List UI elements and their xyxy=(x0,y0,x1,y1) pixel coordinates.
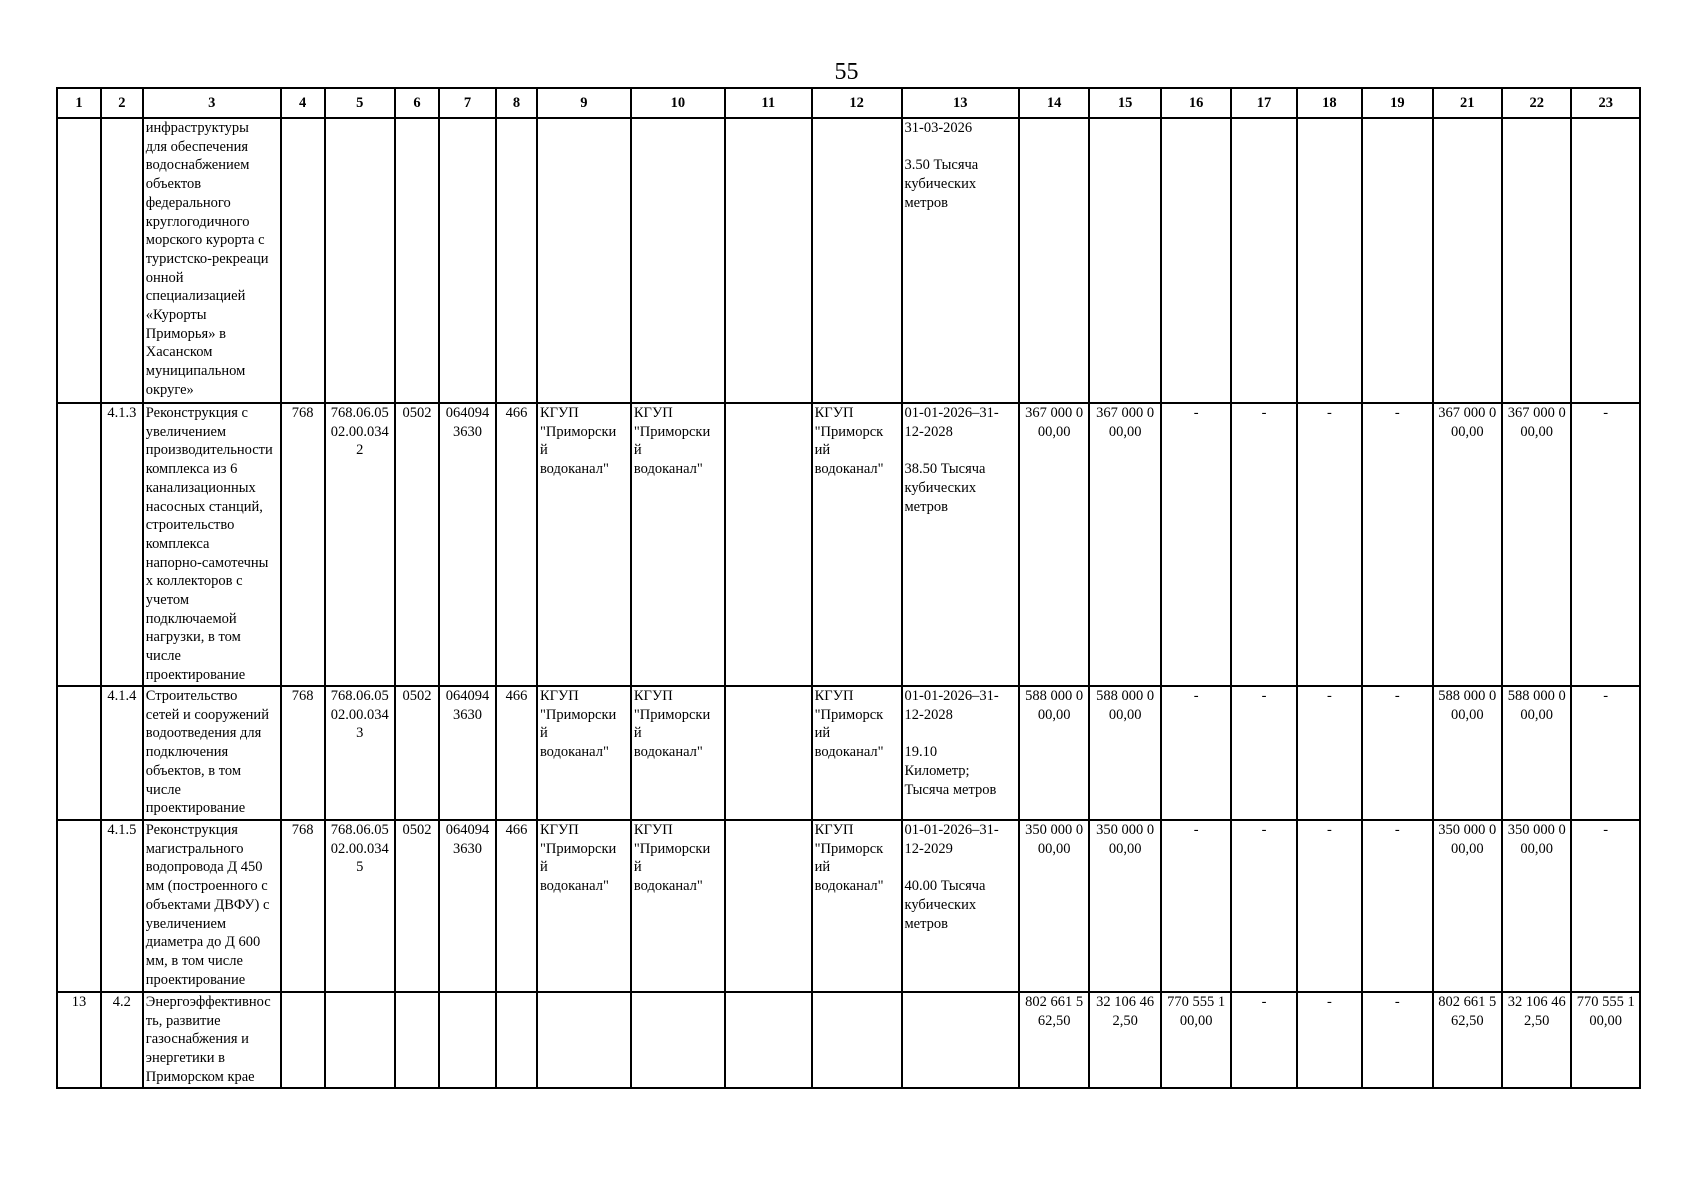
cell-col18: - xyxy=(1297,403,1362,686)
cell-item-code: 4.1.3 xyxy=(101,403,143,686)
cell-col8: 466 xyxy=(496,820,537,992)
cell-col23: - xyxy=(1571,820,1640,992)
cell-col16 xyxy=(1161,118,1231,403)
cell-col16: - xyxy=(1161,820,1231,992)
col-header: 18 xyxy=(1297,88,1362,118)
cell-row-number xyxy=(57,403,101,686)
cell-col21: 802 661 5 62,50 xyxy=(1433,992,1502,1088)
cell-description: Реконструкция с увеличением производительности комплекса из 6 канализационных насосных станций, строительство комплекса напорно-самотечны х коллекторов с учетом подключаемой нагрузки, в том числе проектирование xyxy=(143,403,281,686)
cell-col8: 466 xyxy=(496,686,537,820)
col-header: 12 xyxy=(812,88,902,118)
cell-col14: 367 000 0 00,00 xyxy=(1019,403,1089,686)
cell-col15: 32 106 46 2,50 xyxy=(1089,992,1160,1088)
cell-col23: 770 555 1 00,00 xyxy=(1571,992,1640,1088)
col-header: 22 xyxy=(1502,88,1571,118)
cell-col8: 466 xyxy=(496,403,537,686)
cell-col4: 768 xyxy=(281,403,325,686)
cell-item-code: 4.1.4 xyxy=(101,686,143,820)
cell-col8 xyxy=(496,992,537,1088)
cell-col17: - xyxy=(1231,820,1296,992)
col-header: 5 xyxy=(325,88,395,118)
col-header: 6 xyxy=(395,88,439,118)
col-header: 14 xyxy=(1019,88,1089,118)
cell-col4 xyxy=(281,992,325,1088)
cell-col19: - xyxy=(1362,686,1432,820)
col-header: 4 xyxy=(281,88,325,118)
cell-col7: 064094 3630 xyxy=(439,686,496,820)
table-row xyxy=(57,118,1640,403)
cell-col5: 768.06.05 02.00.034 3 xyxy=(325,686,395,820)
cell-col13: 01-01-2026–31- 12-2028 38.50 Тысяча кубических метров xyxy=(902,403,1019,686)
cell-col12: КГУП "Приморск ий водоканал" xyxy=(812,686,902,820)
cell-col14: 588 000 0 00,00 xyxy=(1019,686,1089,820)
table-row xyxy=(57,686,1640,820)
cell-col22 xyxy=(1502,118,1571,403)
cell-col8 xyxy=(496,118,537,403)
col-header: 15 xyxy=(1089,88,1160,118)
cell-col15: 588 000 0 00,00 xyxy=(1089,686,1160,820)
cell-description: Энергоэффективнос ть, развитие газоснабжения и энергетики в Приморском крае xyxy=(143,992,281,1088)
cell-col7: 064094 3630 xyxy=(439,403,496,686)
cell-col12: КГУП "Приморск ий водоканал" xyxy=(812,403,902,686)
cell-col5: 768.06.05 02.00.034 2 xyxy=(325,403,395,686)
cell-col5 xyxy=(325,992,395,1088)
cell-col15: 367 000 0 00,00 xyxy=(1089,403,1160,686)
table-row xyxy=(57,403,1640,686)
col-header: 8 xyxy=(496,88,537,118)
cell-col15 xyxy=(1089,118,1160,403)
cell-col11 xyxy=(725,992,812,1088)
col-header: 16 xyxy=(1161,88,1231,118)
cell-col4 xyxy=(281,118,325,403)
col-header: 9 xyxy=(537,88,631,118)
cell-col17: - xyxy=(1231,403,1296,686)
cell-col19: - xyxy=(1362,992,1432,1088)
col-header: 23 xyxy=(1571,88,1640,118)
col-header: 2 xyxy=(101,88,143,118)
cell-col11 xyxy=(725,118,812,403)
cell-description: инфраструктуры для обеспечения водоснабжением объектов федерального круглогодичного морского курорта с туристско-рекреаци онной специализацией «Курорты Приморья» в Хасанском муниципальном округе» xyxy=(143,118,281,403)
col-header: 1 xyxy=(57,88,101,118)
data-table xyxy=(56,87,1641,1089)
cell-col13: 31-03-2026 3.50 Тысяча кубических метров xyxy=(902,118,1019,403)
cell-col12 xyxy=(812,118,902,403)
cell-col22: 350 000 0 00,00 xyxy=(1502,820,1571,992)
cell-col9: КГУП "Приморски й водоканал" xyxy=(537,403,631,686)
cell-col7 xyxy=(439,992,496,1088)
cell-col21 xyxy=(1433,118,1502,403)
cell-col22: 367 000 0 00,00 xyxy=(1502,403,1571,686)
cell-col18: - xyxy=(1297,820,1362,992)
cell-col21: 588 000 0 00,00 xyxy=(1433,686,1502,820)
cell-col11 xyxy=(725,820,812,992)
cell-col4: 768 xyxy=(281,686,325,820)
cell-description: Реконструкция магистрального водопровода Д 450 мм (построенного с объектами ДВФУ) с увеличением диаметра до Д 600 мм, в том числе проектирование xyxy=(143,820,281,992)
cell-col23: - xyxy=(1571,686,1640,820)
cell-col16: - xyxy=(1161,686,1231,820)
cell-col18: - xyxy=(1297,686,1362,820)
cell-col6: 0502 xyxy=(395,686,439,820)
cell-col10 xyxy=(631,118,725,403)
cell-row-number xyxy=(57,820,101,992)
page-number: 55 xyxy=(834,59,859,85)
cell-col14: 802 661 5 62,50 xyxy=(1019,992,1089,1088)
cell-col6: 0502 xyxy=(395,403,439,686)
cell-col22: 32 106 46 2,50 xyxy=(1502,992,1571,1088)
table-row xyxy=(57,820,1640,992)
cell-description: Строительство сетей и сооружений водоотведения для подключения объектов, в том числе проектирование xyxy=(143,686,281,820)
cell-col19: - xyxy=(1362,403,1432,686)
cell-item-code xyxy=(101,118,143,403)
cell-col10: КГУП "Приморски й водоканал" xyxy=(631,403,725,686)
cell-col16: - xyxy=(1161,403,1231,686)
cell-col4: 768 xyxy=(281,820,325,992)
cell-col9 xyxy=(537,992,631,1088)
cell-col5 xyxy=(325,118,395,403)
cell-col13 xyxy=(902,992,1019,1088)
col-header: 11 xyxy=(725,88,812,118)
cell-col17: - xyxy=(1231,992,1296,1088)
cell-col12: КГУП "Приморск ий водоканал" xyxy=(812,820,902,992)
cell-col10: КГУП "Приморски й водоканал" xyxy=(631,820,725,992)
cell-col18 xyxy=(1297,118,1362,403)
cell-row-number: 13 xyxy=(57,992,101,1088)
cell-col14 xyxy=(1019,118,1089,403)
cell-col6 xyxy=(395,118,439,403)
cell-col6: 0502 xyxy=(395,820,439,992)
col-header: 17 xyxy=(1231,88,1296,118)
cell-col16: 770 555 1 00,00 xyxy=(1161,992,1231,1088)
cell-item-code: 4.2 xyxy=(101,992,143,1088)
cell-item-code: 4.1.5 xyxy=(101,820,143,992)
cell-col11 xyxy=(725,403,812,686)
cell-row-number xyxy=(57,686,101,820)
cell-col9: КГУП "Приморски й водоканал" xyxy=(537,820,631,992)
cell-col12 xyxy=(812,992,902,1088)
cell-col19 xyxy=(1362,118,1432,403)
header-row xyxy=(57,88,1640,118)
cell-col23 xyxy=(1571,118,1640,403)
cell-col9: КГУП "Приморски й водоканал" xyxy=(537,686,631,820)
col-header: 21 xyxy=(1433,88,1502,118)
cell-col14: 350 000 0 00,00 xyxy=(1019,820,1089,992)
cell-col10 xyxy=(631,992,725,1088)
table-row xyxy=(57,992,1640,1088)
cell-row-number xyxy=(57,118,101,403)
cell-col7 xyxy=(439,118,496,403)
cell-col11 xyxy=(725,686,812,820)
cell-col9 xyxy=(537,118,631,403)
col-header: 3 xyxy=(143,88,281,118)
cell-col18: - xyxy=(1297,992,1362,1088)
cell-col22: 588 000 0 00,00 xyxy=(1502,686,1571,820)
cell-col13: 01-01-2026–31- 12-2028 19.10 Километр; Тысяча метров xyxy=(902,686,1019,820)
cell-col21: 350 000 0 00,00 xyxy=(1433,820,1502,992)
cell-col7: 064094 3630 xyxy=(439,820,496,992)
cell-col17: - xyxy=(1231,686,1296,820)
cell-col21: 367 000 0 00,00 xyxy=(1433,403,1502,686)
col-header: 10 xyxy=(631,88,725,118)
cell-col15: 350 000 0 00,00 xyxy=(1089,820,1160,992)
col-header: 7 xyxy=(439,88,496,118)
cell-col13: 01-01-2026–31- 12-2029 40.00 Тысяча кубических метров xyxy=(902,820,1019,992)
cell-col5: 768.06.05 02.00.034 5 xyxy=(325,820,395,992)
cell-col6 xyxy=(395,992,439,1088)
cell-col17 xyxy=(1231,118,1296,403)
col-header: 19 xyxy=(1362,88,1432,118)
col-header: 13 xyxy=(902,88,1019,118)
cell-col10: КГУП "Приморски й водоканал" xyxy=(631,686,725,820)
cell-col19: - xyxy=(1362,820,1432,992)
cell-col23: - xyxy=(1571,403,1640,686)
